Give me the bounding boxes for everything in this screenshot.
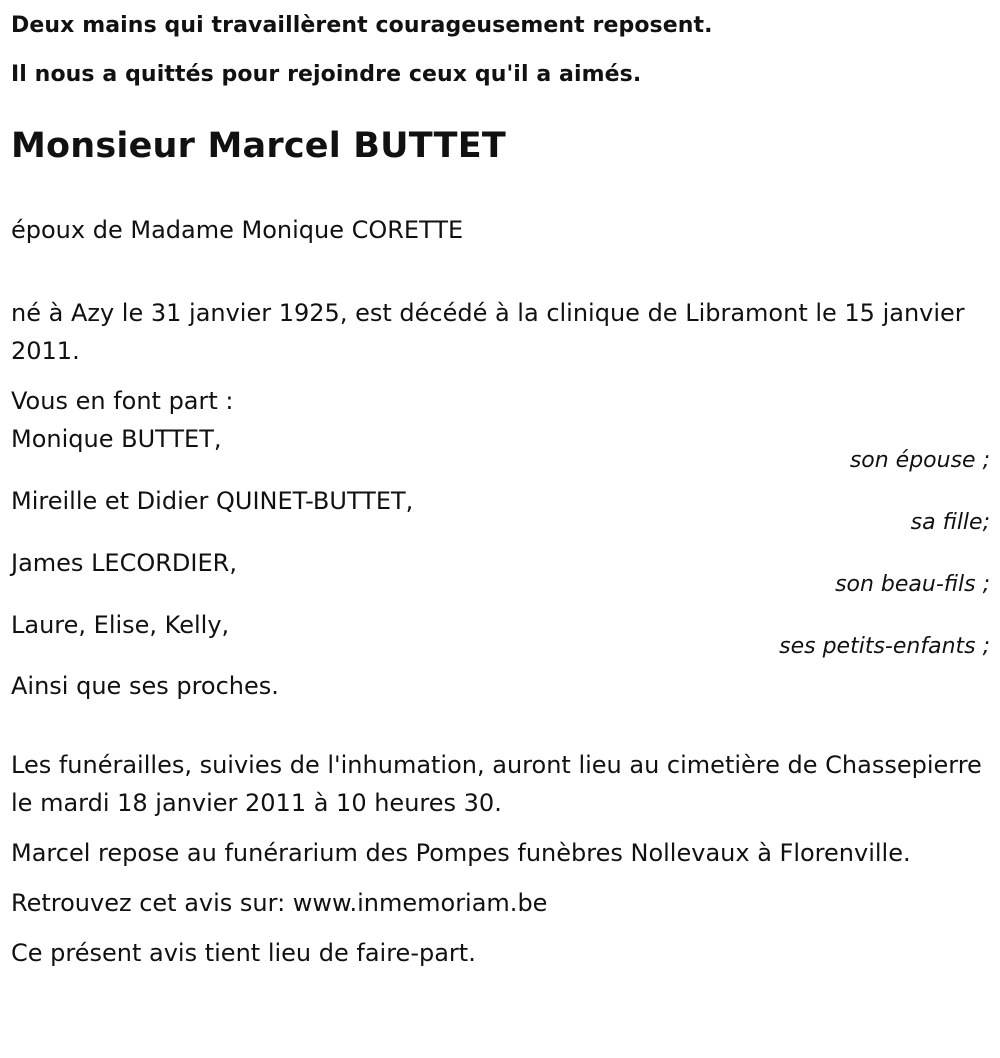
- funerals-details: Les funérailles, suivies de l'inhumation, auront lieu au cimetière de Chassepierre le mardi 18 janvier 2011 à 10 heures 30.: [11, 751, 982, 817]
- family-relation: son beau-fils ;: [835, 572, 990, 597]
- family-list: [11, 420, 990, 668]
- family-relation: sa fille;: [910, 510, 990, 535]
- spouse-line: époux de Madame Monique CORETTE: [11, 216, 464, 244]
- family-member: Mireille et Didier QUINET-BUTTET,: [11, 487, 414, 515]
- family-row: [11, 544, 990, 606]
- family-member: Monique BUTTET,: [11, 425, 222, 453]
- closing-line: Ainsi que ses proches.: [11, 672, 279, 700]
- notice-line: Ce présent avis tient lieu de faire-part.: [11, 939, 476, 967]
- family-row: [11, 482, 990, 544]
- announcement-intro: Vous en font part :: [11, 387, 234, 415]
- family-relation: son épouse ;: [849, 448, 990, 473]
- quote-line-2: Il nous a quittés pour rejoindre ceux qu'il a aimés.: [11, 62, 642, 87]
- family-row: [11, 420, 990, 482]
- deceased-name: Monsieur Marcel BUTTET: [11, 126, 506, 166]
- family-member: Laure, Elise, Kelly,: [11, 611, 230, 639]
- website-line: Retrouvez cet avis sur: www.inmemoriam.be: [11, 889, 548, 917]
- family-row: [11, 606, 990, 668]
- family-relation: ses petits-enfants ;: [779, 634, 990, 659]
- family-member: James LECORDIER,: [11, 549, 237, 577]
- quote-line-1: Deux mains qui travaillèrent courageusement reposent.: [11, 13, 713, 38]
- funerarium-details: Marcel repose au funérarium des Pompes funèbres Nollevaux à Florenville.: [11, 839, 911, 867]
- birth-death-line: né à Azy le 31 janvier 1925, est décédé à la clinique de Libramont le 15 janvier 2011.: [11, 299, 965, 365]
